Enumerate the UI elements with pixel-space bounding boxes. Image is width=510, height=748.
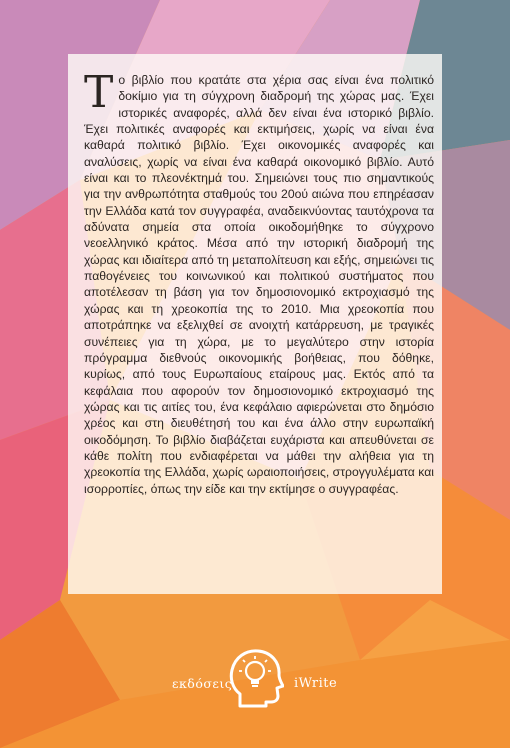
publisher-name: iWrite	[294, 676, 338, 691]
drop-cap-letter: Τ	[84, 67, 114, 118]
publisher-label: εκδόσεις	[172, 676, 233, 691]
head-lightbulb-icon	[226, 646, 284, 712]
blurb-text: ο βιβλίο που κρατάτε στα χέρια σας είναι ένα πολιτικό δοκίμιο για τη σύγχρονη διαδρομή της χώρας μας. Έχει ιστορικές αναφορές, αλλά δεν είναι ένα ιστορικό βιβλίο. Έχει πολιτικές αναφορές και εκτιμήσεις, χωρίς να είναι ένα καθαρά πολιτικό βιβλίο. Έχει οικονομικές αναφορές και αναλύσεις, χωρίς να είναι ένα καθαρά οικονομικό βιβλίο. Αυτό είναι και το πλεονέκτημά του. Σημειώνει τους πιο σημαντικούς για την ανθρωπότητα σταθμούς του 20ού αιώνα που επηρέασαν την Ελλάδα κατά τον συγγραφέα, αναδεικνύοντας ταυτόχρονα τα αδύνατα σημεία στα οποία οικοδομήθηκε το σύγχρονο νεοελληνικό κράτος. Μέσα από την ιστορική διαδρομή της χώρας και ιδιαίτερα από τη μεταπολίτευση και εξής, σημειώνει τις παθογένειες του κοινωνικού και πολιτικού συστήματος που αποτέλεσαν τη βάση για τον δημοσιονομικό εκτροχιασμό της χώρας και τη χρεοκοπία της το 2010. Μια χρεοκοπία που αποτράπηκε να εξελιχθεί σε ανοιχτή κατάρρευση, με τραγικές συνέπειες για τη χώρα, με το μεγαλύτερο στην ιστορία πρόγραμμα διεθνούς οικονομικής βοήθειας, που δόθηκε, κυρίως, από τους Ευρωπαίους εταίρους μας. Εκτός από τα κεφάλαια που αφορούν τον δημοσιονομικό εκτροχιασμό της χώρας και τις αιτίες του, ένα κεφάλαιο αφιερώνεται στο δημόσιο χρέος και στη διευθέτησή του και ένα άλλο στην ευρωπαϊκή οικοδόμηση. Το βιβλίο διαβάζεται ευχάριστα και απευθύνεται σε κάθε πολίτη που ενδιαφέρεται να μάθει την αλήθεια για τη χρεοκοπία της Ελλάδα, χωρίς ωραιοποιήσεις, στρογγυλέματα και ισορροπίες, όπως την είδε και την εκτίμησε ο συγγραφέας.	[84, 73, 434, 496]
back-cover-blurb	[84, 67, 434, 497]
